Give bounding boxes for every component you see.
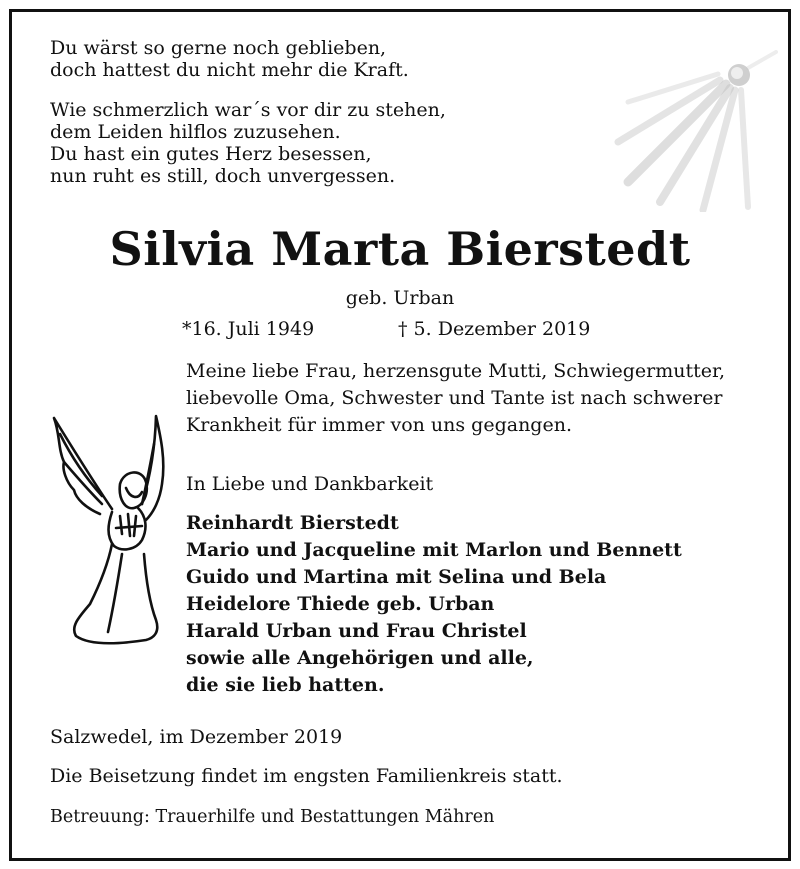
poem-stanza-1 xyxy=(50,37,409,81)
announcement-text xyxy=(186,358,725,439)
signer-line: Guido und Martina mit Selina und Bela xyxy=(186,566,607,588)
signers-list xyxy=(186,510,682,699)
announcement-line: liebevolle Oma, Schwester und Tante ist nach schwerer xyxy=(186,387,723,409)
funeral-care-credit: Betreuung: Trauerhilfe und Bestattungen Mähren xyxy=(50,807,495,827)
death-date: † 5. Dezember 2019 xyxy=(398,318,591,340)
signer-line: sowie alle Angehörigen und alle, xyxy=(186,647,534,669)
praying-angel-icon xyxy=(50,404,170,649)
birth-date: *16. Juli 1949 xyxy=(182,318,315,340)
signer-line: die sie lieb hatten. xyxy=(186,674,385,696)
sun-rays-icon xyxy=(608,32,778,212)
burial-notice: Die Beisetzung findet im engsten Familienkreis statt. xyxy=(50,765,563,787)
poem-line: nun ruht es still, doch unvergessen. xyxy=(50,165,396,187)
place-date: Salzwedel, im Dezember 2019 xyxy=(50,726,343,748)
announcement-line: Krankheit für immer von uns gegangen. xyxy=(186,414,572,436)
obituary-frame xyxy=(9,9,791,861)
signer-line: Harald Urban und Frau Christel xyxy=(186,620,527,642)
closing-intro: In Liebe und Dankbarkeit xyxy=(186,473,434,495)
deceased-name: Silvia Marta Bierstedt xyxy=(109,222,691,276)
signer-line: Mario und Jacqueline mit Marlon und Bennett xyxy=(186,539,682,561)
signer-line: Reinhardt Bierstedt xyxy=(186,512,399,534)
poem-line: Wie schmerzlich war´s vor dir zu stehen, xyxy=(50,99,446,121)
poem-line: dem Leiden hilflos zuzusehen. xyxy=(50,121,341,143)
maiden-name: geb. Urban xyxy=(345,287,455,309)
announcement-line: Meine liebe Frau, herzensgute Mutti, Schwiegermutter, xyxy=(186,360,726,382)
poem-line: doch hattest du nicht mehr die Kraft. xyxy=(50,59,409,81)
poem-line: Du hast ein gutes Herz besessen, xyxy=(50,143,372,165)
poem-stanza-2 xyxy=(50,99,446,187)
signer-line: Heidelore Thiede geb. Urban xyxy=(186,593,495,615)
poem-line: Du wärst so gerne noch geblieben, xyxy=(50,37,387,59)
